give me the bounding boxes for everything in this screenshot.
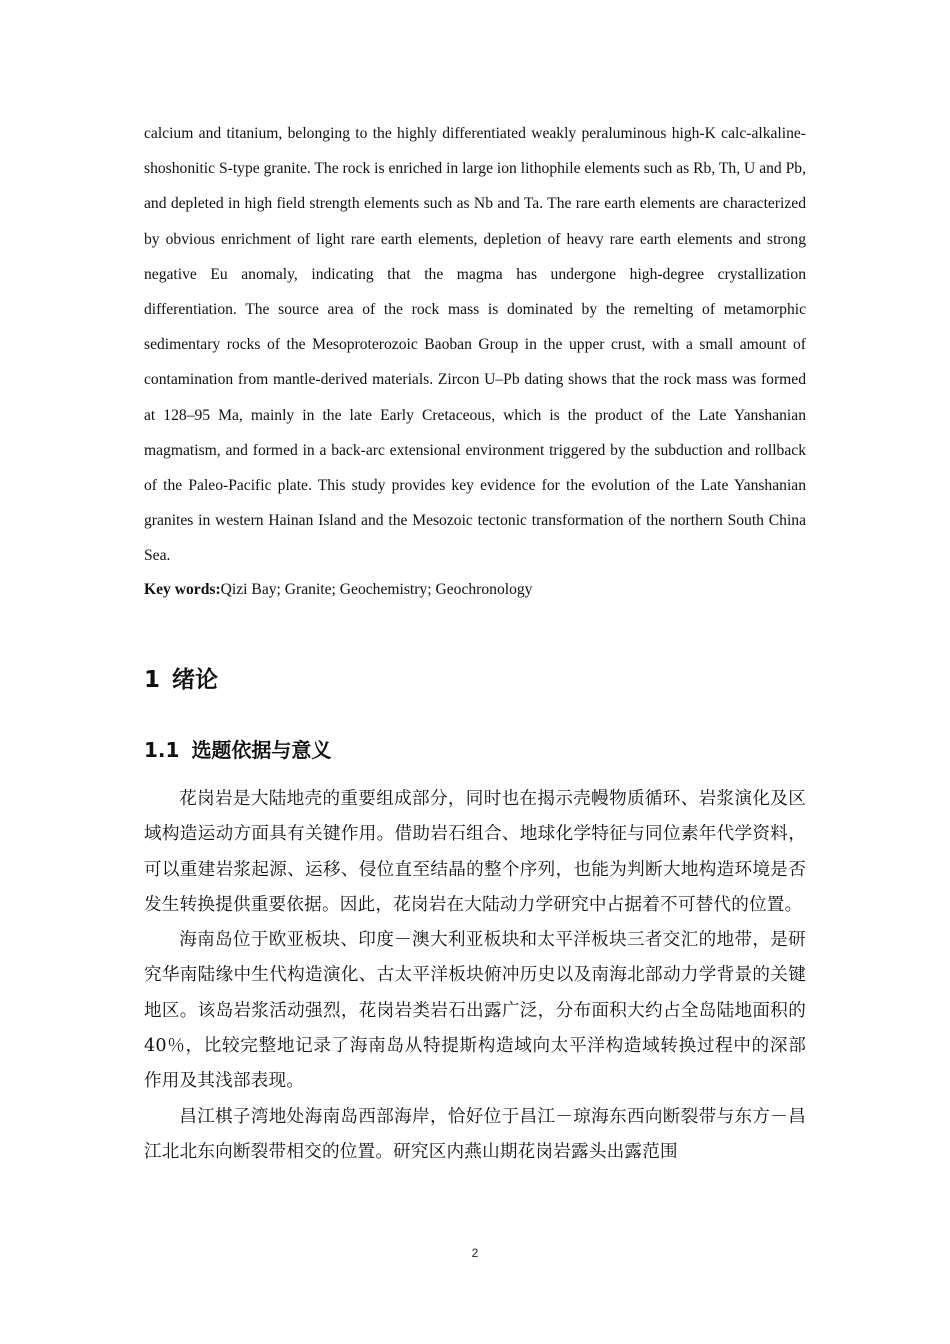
paragraph-1: 花岗岩是大陆地壳的重要组成部分，同时也在揭示壳幔物质循环、岩浆演化及区域构造运动方面具有关键作用。借助岩石组合、地球化学特征与同位素年代学资料，可以重建岩浆起源、运移、侵位直至结晶的整个序列，也能为判断大地构造环境是否发生转换提供重要依据。因此，花岗岩在大陆动力学研究中占据着不可替代的位置。 [144,789,806,915]
paragraph-2: 海南岛位于欧亚板块、印度－澳大利亚板块和太平洋板块三者交汇的地带，是研究华南陆缘中生代构造演化、古太平洋板块俯冲历史以及南海北部动力学背景的关键地区。该岛岩浆活动强烈，花岗岩类岩石出露广泛，分布面积大约占全岛陆地面积的 40％，比较完整地记录了海南岛从特提斯构造域向太平洋构造域转换过程中的深部作用及其浅部表现。 [144,930,806,1092]
keywords-label: Key words: [144,581,221,598]
body-text [144,782,806,1170]
section-title: 选题依据与意义 [191,738,332,762]
section-number: 1.1 [144,738,180,762]
keywords-text: Qizi Bay; Granite; Geochemistry; Geochronology [220,581,533,598]
abstract-text: calcium and titanium, belonging to the highly differentiated weakly peraluminous high-K calc-alkaline-shoshonitic S-type granite. The rock is enriched in large ion lithophile elements such as Rb, Th, U and Pb, and depleted in high field strength elements such as Nb and Ta. The rare earth elements are characterized by obvious enrichment of light rare earth elements, depletion of heavy rare earth elements and strong negative Eu anomaly, indicating that the magma has undergone high-degree crystallization differentiation. The source area of the rock mass is dominated by the remelting of metamorphic sedimentary rocks of the Mesoproterozoic Baoban Group in the upper crust, with a small amount of contamination from mantle-derived materials. Zircon U–Pb dating shows that the rock mass was formed at 128–95 Ma, mainly in the late Early Cretaceous, which is the product of the Late Yanshanian magmatism, and formed in a back-arc extensional environment triggered by the subduction and rollback of the Paleo-Pacific plate. This study provides key evidence for the evolution of the Late Yanshanian granites in western Hainan Island and the Mesozoic tectonic transformation of the northern South China Sea. [144,125,806,565]
keywords-line [144,572,806,607]
paragraph-3: 昌江棋子湾地处海南岛西部海岸，恰好位于昌江－琼海东西向断裂带与东方－昌江北北东向断裂带相交的位置。研究区内燕山期花岗岩露头出露范围 [144,1106,806,1162]
chapter-heading [144,660,218,700]
chapter-title: 绪论 [172,667,219,693]
chapter-number: 1 [144,667,161,693]
page-number: 2 [471,1246,479,1260]
section-heading [144,732,331,768]
